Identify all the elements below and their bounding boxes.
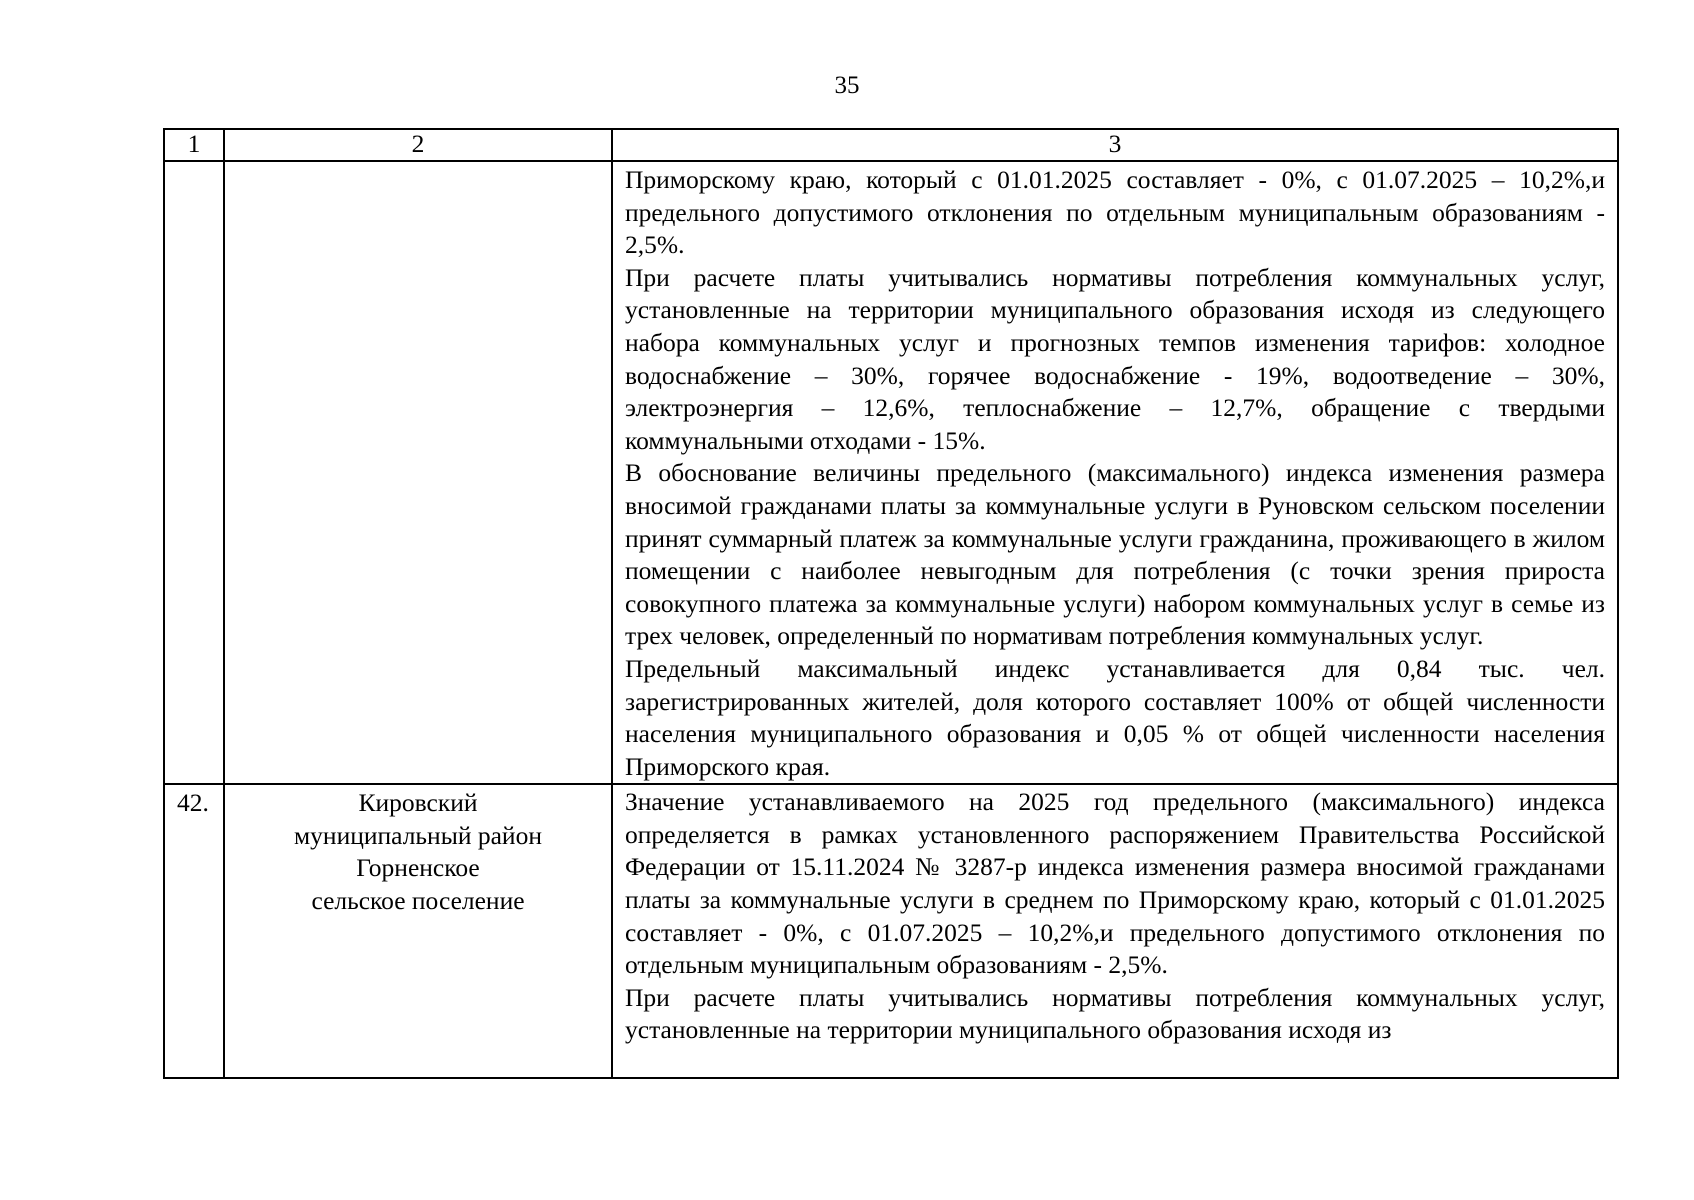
municipality-name-cell: [224, 161, 612, 784]
paragraph: При расчете платы учитывались нормативы потребления коммунальных услуг, установленные на территории муниципального образования исходя из следующего набора коммунальных услуг и прогнозных темпов изменения тарифов: холодное водоснабжение – 30%, горячее водоснабжение - 19%, водоотведение – 30%, электроэнергия – 12,6%, теплоснабжение – 12,7%, обращение с твердыми коммунальными отходами - 15%.: [625, 262, 1605, 455]
paragraph: Предельный максимальный индекс устанавливается для 0,84 тыс. чел. зарегистрированных жителей, доля которого составляет 100% от общей численности населения муниципального образования и 0,05 % от общей численности населения Приморского края.: [625, 653, 1605, 781]
paragraph: Значение устанавливаемого на 2025 год предельного (максимального) индекса определяется в рамках установленного распоряжением Правительства Российской Федерации от 15.11.2024 № 3287-р индекса изменения размера вносимой гражданами платы за коммунальные услуги в среднем по Приморскому краю, который с 01.01.2025 составляет - 0%, с 01.07.2025 – 10,2%,и предельного допустимого отклонения по отдельным муниципальным образованиям - 2,5%.: [625, 787, 1605, 980]
municipality-name-line: Горненское: [356, 853, 480, 883]
page-number: 35: [834, 72, 860, 99]
municipality-name-line: Кировский: [358, 788, 478, 818]
description-cell: [612, 784, 1618, 1078]
row-number-cell: 42.: [164, 784, 224, 1078]
header-col-3: 3: [612, 129, 1618, 161]
table-row-42: [164, 784, 1618, 1078]
document-table: [163, 128, 1619, 1079]
municipality-name-line: сельское поселение: [311, 886, 525, 916]
description-cell: [612, 161, 1618, 784]
municipality-name-cell: [224, 784, 612, 1078]
row-number-cell: [164, 161, 224, 784]
table-header-row: [164, 129, 1618, 161]
table-row-continued: [164, 161, 1618, 784]
municipality-name-line: муниципальный район: [294, 820, 542, 850]
paragraph: В обоснование величины предельного (максимального) индекса изменения размера вносимой гражданами платы за коммунальные услуги в Руновском сельском поселении принят суммарный платеж за коммунальные услуги гражданина, проживающего в жилом помещении с наиболее невыгодным для потребления (с точки зрения прироста совокупного платежа за коммунальные услуги) набором коммунальных услуг в семье из трех человек, определенный по нормативам потребления коммунальных услуг.: [625, 458, 1605, 651]
paragraph: При расчете платы учитывались нормативы потребления коммунальных услуг, установленные на территории муниципального образования исходя из: [625, 982, 1605, 1045]
paragraph: Приморскому краю, который с 01.01.2025 составляет - 0%, с 01.07.2025 – 10,2%,и предельного допустимого отклонения по отдельным муниципальным образованиям - 2,5%.: [625, 165, 1605, 260]
header-col-2: 2: [224, 129, 612, 161]
header-col-1: 1: [164, 129, 224, 161]
